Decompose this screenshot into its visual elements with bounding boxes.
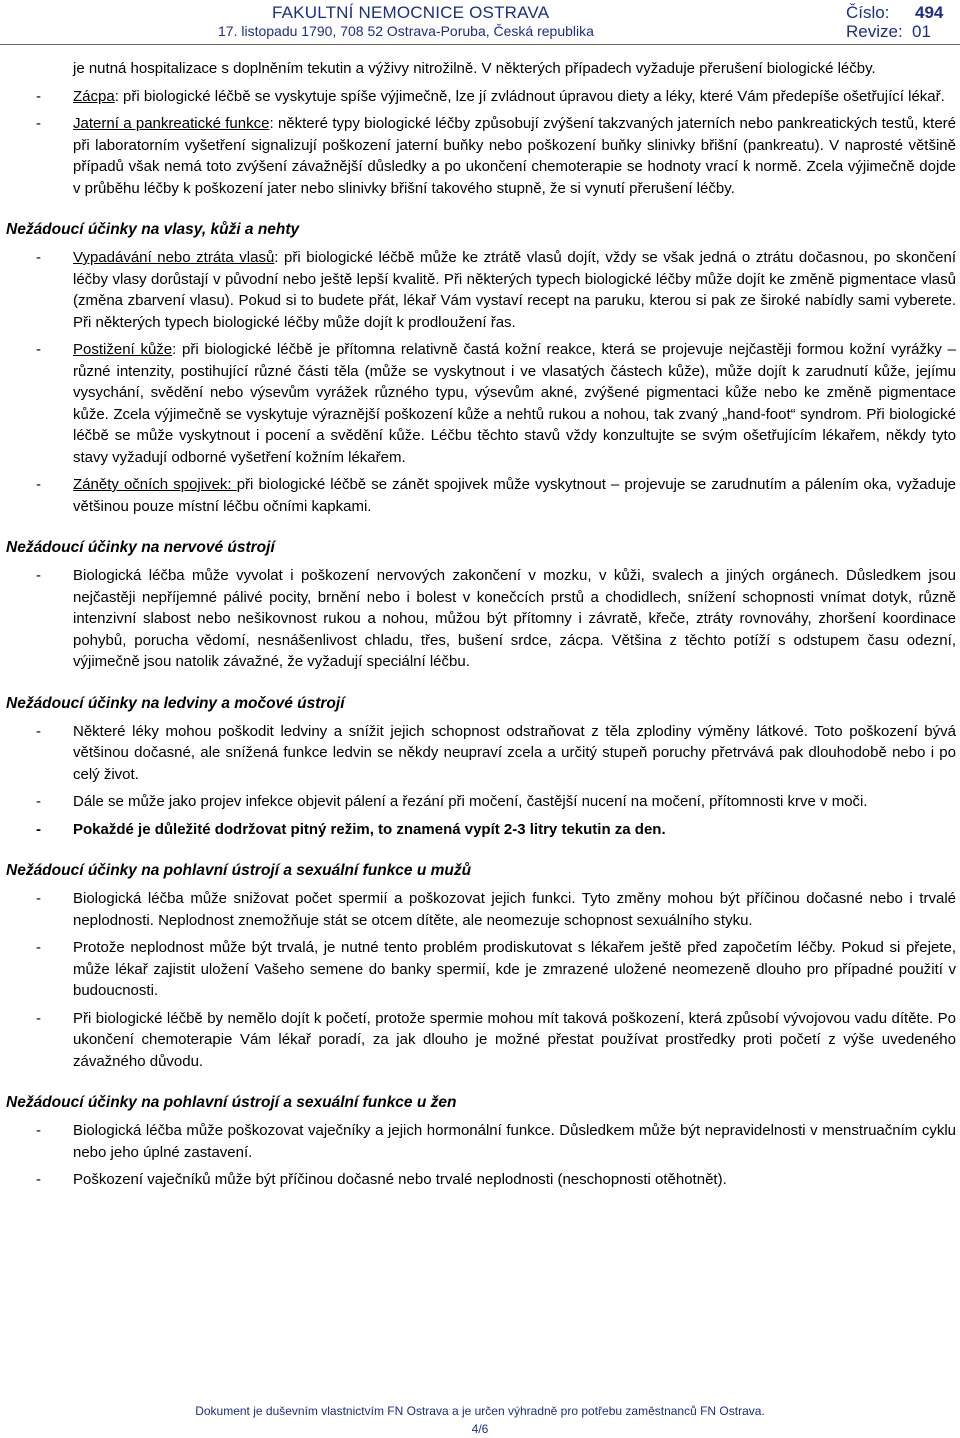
header-number-value: 494 (915, 3, 944, 22)
section-title-male-reproductive: Nežádoucí účinky na pohlavní ústrojí a sexuální funkce u mužů (6, 862, 472, 879)
list-item-conjunctivitis: - Záněty očních spojivek: při biologické léčbě se zánět spojivek může vyskytnout – projevuje se zarudnutím a pálením oka, vyžaduje většinou pouze místní léčbu očními kapkami. (0, 474, 960, 517)
list-item-ovaries: - Biologická léčba může poškozovat vaječníky a jejich hormonální funkce. Důsledkem může být nepravidelnosti v menstruačním cyklu nebo jeho úplné zastavení. (0, 1120, 960, 1163)
list-item-urinary-infection: - Dále se může jako projev infekce objevit pálení a řezání při močení, častější nucení na močení, přítomnosti krve v moči. (0, 791, 960, 813)
list-item-liver-pancreas: - Jaterní a pankreatické funkce: některé typy biologické léčby způsobují zvýšení takzvaných jaterních nebo pankreatických testů, které při laboratorním vyšetření signalizují poškození jaterní buňky nebo poškození buňky slinivky břišní (pankreatu). V naprosté většině případů však nemá toto zvýšení závažnější důsledky a po ukončení chemoterapie se hodnoty vrací k normě. Zcela výjimečně dojde v průběhu léčby k poškození jater nebo slinivky břišní takového stupně, že si vynutí přerušení léčby. (0, 113, 960, 199)
section-title-kidneys-urinary: Nežádoucí účinky na ledviny a močové ústrojí (6, 694, 345, 712)
term-hair-loss: Vypadávání nebo ztráta vlasů (73, 249, 275, 266)
list-item-sperm-bank: - Protože neplodnost může být trvalá, je nutné tento problém prodiskutovat s lékařem ještě před započetím léčby. Pokud si přejete, může lékař zajistit uložení Vašeho semene do banky spermií, kde je zmrazené uložené neomezeně dlouho pro případné použití v budoucnosti. (0, 937, 960, 1002)
document-header (0, 0, 960, 44)
paragraph-continuation: je nutná hospitalizace s doplněním tekutin a výživy nitrožilně. V některých případech vyžaduje přerušení biologické léčby. (73, 60, 876, 77)
list-item-nerve-damage: - Biologická léčba může vyvolat i poškození nervových zakončení v mozku, v kůži, svalech a jiných orgánech. Důsledkem jsou nejčastěji nepříjemné pálivé pocity, brnění nebo i bolest v konečcích prstů a chodidlech, snížení schopnosti vnímat dotyk, různě intenzivní slabost nebo nešikovnost rukou a nohou, můžou být přítomny i závratě, křeče, ztráty rovnováhy, zhoršení koordinace pohybů, porucha vědomí, nesnášenlivost chladu, třes, bušení srdce, zácpa. Většina z těchto potíží s odstupem času odezní, výjimečně jsou natolik závažné, že vyžadují speciální léčbu. (0, 565, 960, 673)
document-body (0, 58, 960, 1191)
header-divider (0, 44, 960, 45)
term-liver-pancreas: Jaterní a pankreatické funkce (73, 115, 270, 132)
section-title-nervous-system: Nežádoucí účinky na nervové ústrojí (6, 539, 275, 556)
header-revision-value: 01 (912, 22, 931, 41)
list-item-drinking-regime: - Pokaždé je důležité dodržovat pitný režim, to znamená vypít 2-3 litry tekutin za den. (0, 819, 960, 841)
list-item-sperm-count: - Biologická léčba může snižovat počet spermií a poškozovat jejich funkci. Tyto změny mohou být příčinou dočasné nebo i trvalé neplodnosti. Neplodnost znemožňuje stát se otcem dítěte, ale neomezuje schopnost sexuálního styku. (0, 888, 960, 931)
list-item-kidney-damage: - Některé léky mohou poškodit ledviny a snížit jejich schopnost odstraňovat z těla zplodiny výměny látkové. Toto poškození bývá většinou dočasné, ale snížená funkce ledvin se někdy neupraví zcela a určitý stupeň poruchy přetrvává pak dlouhodobě nebo i po celý život. (0, 721, 960, 786)
list-item-skin: - Postižení kůže: při biologické léčbě je přítomna relativně častá kožní reakce, která se projevuje nejčastěji formou kožní vyrážky – různé intenzity, postihující různé části těla (může se vyskytnout i ve vlasatých částech kůže), může dojít k zarudnutí kůže, jejímu vysychání, svědění nebo výsevům vyrážek různého typu, výsevům akné, zvýšené pigmentaci kůže nebo ke změně pigmentace kůže. Zcela výjimečně se vyskytuje výraznější poškození kůže a nehtů rukou a nohou, tak zvaný „hand-foot“ syndrom. Při biologické léčbě se může vyskytnout i pocení a svědění kůže. Léčbu těchto stavů vždy konzultujte se svým ošetřujícím lékařem, někdy tyto stavy vyžadují odborné vyšetření kožním lékařem. (0, 339, 960, 468)
header-organization: FAKULTNÍ NEMOCNICE OSTRAVA (272, 3, 550, 22)
list-item-conception: - Při biologické léčbě by nemělo dojít k početí, protože spermie mohou mít taková poškození, která způsobí vývojovou vadu dítěte. Po ukončení chemoterapie Vám lékař poradí, za jak dlouho je možné přestat používat prostředky proti početí z výše uvedeného závažného důvodu. (0, 1008, 960, 1073)
header-address: 17. listopadu 1790, 708 52 Ostrava-Poruba, Česká republika (218, 23, 594, 39)
list-item-infertility: - Poškození vaječníků může být příčinou dočasné nebo trvalé neplodnosti (neschopnosti otěhotnět). (0, 1169, 960, 1191)
term-conjunctivitis: Záněty očních spojivek: (73, 476, 237, 493)
list-item-hair-loss: - Vypadávání nebo ztráta vlasů: při biologické léčbě může ke ztrátě vlasů dojít, vždy se však jedná o ztrátu dočasnou, po skončení léčby vlasy dorůstají v původní nebo ještě lepší kvalitě. Při některých typech biologické léčby může dojít ke změně pigmentace vlasů (změna zbarvení vlasu). Pokud si to budete přát, lékař Vám vystaví recept na paruku, kterou si pak ze široké nabídly sami vyberete. Při některých typech biologické léčby může dojít k prodloužení řas. (0, 247, 960, 333)
section-title-female-reproductive: Nežádoucí účinky na pohlavní ústrojí a sexuální funkce u žen (6, 1094, 457, 1111)
term-skin: Postižení kůže (73, 341, 173, 358)
section-title-hair-skin-nails: Nežádoucí účinky na vlasy, kůži a nehty (6, 221, 300, 238)
list-item-constipation: - Zácpa: při biologické léčbě se vyskytuje spíše výjimečně, lze jí zvládnout úpravou diety a léky, které Vám předepíše ošetřující lékař. (0, 86, 960, 108)
term-constipation: Zácpa (73, 87, 115, 105)
header-revision-label: Revize: (846, 22, 903, 41)
footer-notice: Dokument je duševním vlastnictvím FN Ostrava a je určen výhradně pro potřebu zaměstnanců FN Ostrava. (195, 1404, 765, 1418)
header-number-label: Číslo: (846, 3, 890, 22)
footer-page-number: 4/6 (471, 1422, 489, 1436)
